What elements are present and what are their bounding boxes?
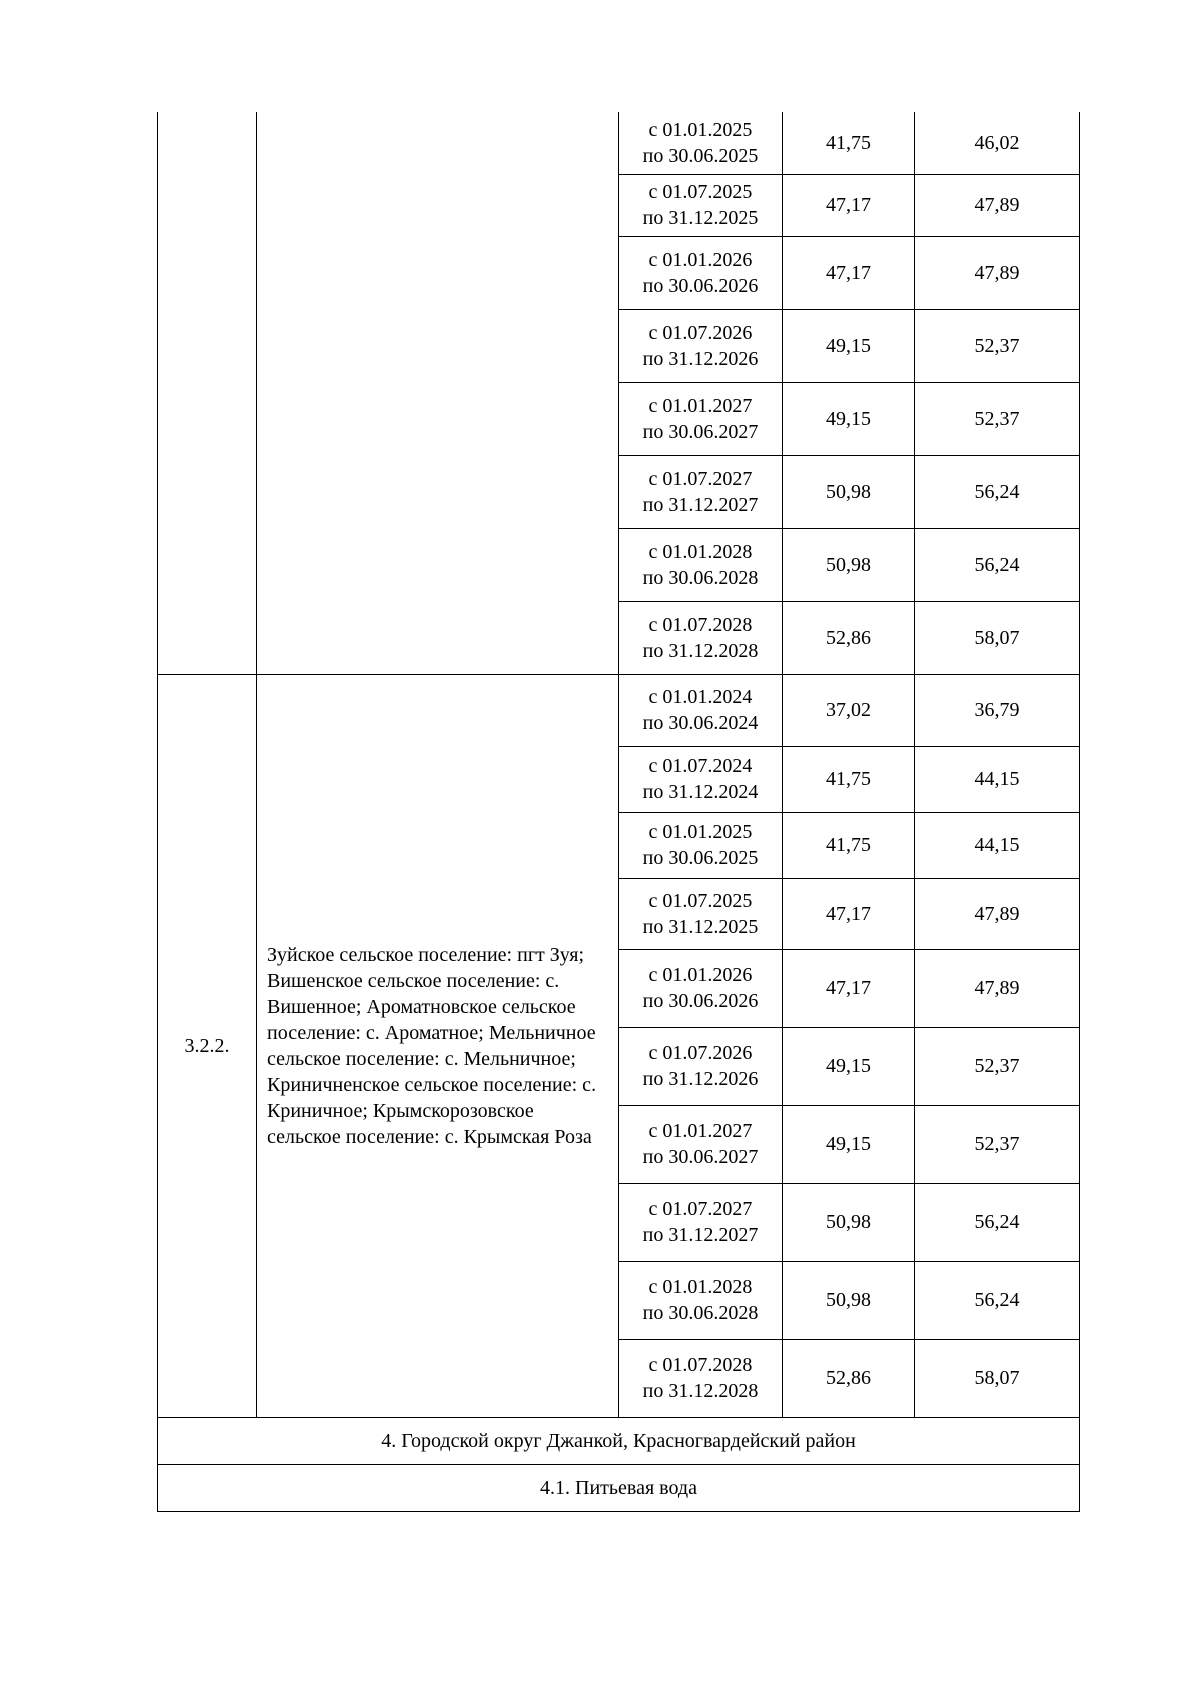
tariff-value-2: 44,15	[915, 746, 1080, 812]
tariff-value-2: 52,37	[915, 1105, 1080, 1183]
period-cell	[619, 812, 783, 878]
period-cell	[619, 112, 783, 174]
tariff-value-2: 58,07	[915, 601, 1080, 674]
section-title: 4. Городской округ Джанкой, Красногвардейский район	[158, 1417, 1080, 1464]
row-number	[158, 112, 257, 674]
tariff-value-2: 46,02	[915, 112, 1080, 174]
period-cell	[619, 1261, 783, 1339]
period-from: с 01.07.2028	[648, 1354, 753, 1376]
table-row	[158, 112, 1080, 174]
tariff-value-1: 41,75	[783, 746, 915, 812]
period-from: с 01.07.2028	[648, 613, 753, 636]
section-row	[158, 1464, 1080, 1511]
tariff-value-1: 49,15	[783, 382, 915, 455]
tariff-value-1: 49,15	[783, 1027, 915, 1105]
period-to: по 30.06.2024	[642, 712, 759, 734]
tariff-value-2: 58,07	[915, 1339, 1080, 1417]
tariff-value-2: 36,79	[915, 674, 1080, 746]
tariff-value-2: 47,89	[915, 174, 1080, 236]
period-cell	[619, 601, 783, 674]
period-to: по 30.06.2026	[642, 274, 759, 297]
period-from: с 01.01.2027	[648, 1120, 753, 1142]
period-to: по 30.06.2028	[642, 566, 759, 589]
period-cell	[619, 1027, 783, 1105]
period-to: по 31.12.2026	[642, 1068, 759, 1090]
tariff-value-1: 49,15	[783, 309, 915, 382]
tariff-value-2: 52,37	[915, 382, 1080, 455]
table-row	[158, 674, 1080, 746]
period-from: с 01.01.2025	[648, 118, 753, 141]
period-from: с 01.01.2028	[648, 540, 753, 563]
period-from: с 01.01.2027	[648, 394, 753, 417]
tariff-value-2: 56,24	[915, 1261, 1080, 1339]
tariff-table	[157, 112, 1080, 1512]
period-to: по 31.12.2025	[642, 207, 759, 229]
period-to: по 31.12.2026	[642, 347, 759, 370]
period-to: по 31.12.2024	[642, 781, 759, 803]
tariff-value-2: 47,89	[915, 949, 1080, 1027]
period-cell	[619, 878, 783, 949]
period-cell	[619, 1105, 783, 1183]
tariff-table-body	[158, 112, 1080, 1511]
period-cell	[619, 382, 783, 455]
tariff-value-1: 52,86	[783, 601, 915, 674]
row-number: 3.2.2.	[158, 674, 257, 1417]
tariff-value-1: 47,17	[783, 949, 915, 1027]
period-to: по 31.12.2025	[642, 915, 759, 938]
tariff-value-1: 49,15	[783, 1105, 915, 1183]
period-cell	[619, 1183, 783, 1261]
period-cell	[619, 455, 783, 528]
period-to: по 30.06.2025	[642, 144, 759, 167]
section-title: 4.1. Питьевая вода	[158, 1464, 1080, 1511]
tariff-value-2: 52,37	[915, 1027, 1080, 1105]
tariff-value-2: 44,15	[915, 812, 1080, 878]
tariff-value-2: 47,89	[915, 878, 1080, 949]
period-cell	[619, 309, 783, 382]
period-to: по 31.12.2027	[642, 493, 759, 516]
period-cell	[619, 674, 783, 746]
tariff-value-2: 52,37	[915, 309, 1080, 382]
period-from: с 01.07.2026	[648, 321, 753, 344]
tariff-value-1: 47,17	[783, 174, 915, 236]
period-from: с 01.07.2025	[648, 889, 753, 912]
period-cell	[619, 174, 783, 236]
period-from: с 01.01.2024	[648, 686, 753, 708]
period-cell	[619, 746, 783, 812]
period-from: с 01.07.2026	[648, 1042, 753, 1064]
period-to: по 30.06.2025	[642, 847, 759, 869]
period-cell	[619, 528, 783, 601]
tariff-value-2: 47,89	[915, 236, 1080, 309]
tariff-value-2: 56,24	[915, 1183, 1080, 1261]
tariff-value-1: 37,02	[783, 674, 915, 746]
section-row	[158, 1417, 1080, 1464]
period-cell	[619, 1339, 783, 1417]
territory-cell	[257, 112, 619, 674]
period-to: по 30.06.2028	[642, 1302, 759, 1324]
period-from: с 01.07.2024	[648, 755, 753, 777]
period-from: с 01.01.2026	[648, 248, 753, 271]
tariff-value-1: 50,98	[783, 528, 915, 601]
period-cell	[619, 236, 783, 309]
period-from: с 01.01.2026	[648, 964, 753, 986]
period-from: с 01.07.2027	[648, 1198, 753, 1220]
tariff-value-1: 50,98	[783, 1261, 915, 1339]
tariff-value-1: 41,75	[783, 112, 915, 174]
territory-cell: Зуйское сельское поселение: пгт Зуя; Вишенское сельское поселение: с. Вишенное; Ароматновское сельское поселение: с. Ароматное; Мельничное сельское поселение: с. Мельничное; Криничненское сельское поселение: с. Криничное; Крымскорозовское сельское поселение: с. Крымская Роза	[257, 674, 619, 1417]
tariff-value-1: 47,17	[783, 878, 915, 949]
tariff-value-1: 47,17	[783, 236, 915, 309]
period-to: по 30.06.2027	[642, 420, 759, 443]
period-from: с 01.07.2027	[648, 467, 753, 490]
tariff-value-1: 41,75	[783, 812, 915, 878]
tariff-value-2: 56,24	[915, 528, 1080, 601]
period-from: с 01.01.2025	[648, 821, 753, 843]
period-to: по 30.06.2027	[642, 1146, 759, 1168]
tariff-value-2: 56,24	[915, 455, 1080, 528]
tariff-value-1: 52,86	[783, 1339, 915, 1417]
tariff-value-1: 50,98	[783, 455, 915, 528]
period-to: по 31.12.2028	[642, 1380, 759, 1402]
period-to: по 31.12.2028	[642, 639, 759, 662]
period-from: с 01.07.2025	[648, 181, 753, 203]
period-from: с 01.01.2028	[648, 1276, 753, 1298]
period-to: по 31.12.2027	[642, 1224, 759, 1246]
tariff-value-1: 50,98	[783, 1183, 915, 1261]
period-to: по 30.06.2026	[642, 990, 759, 1012]
period-cell	[619, 949, 783, 1027]
